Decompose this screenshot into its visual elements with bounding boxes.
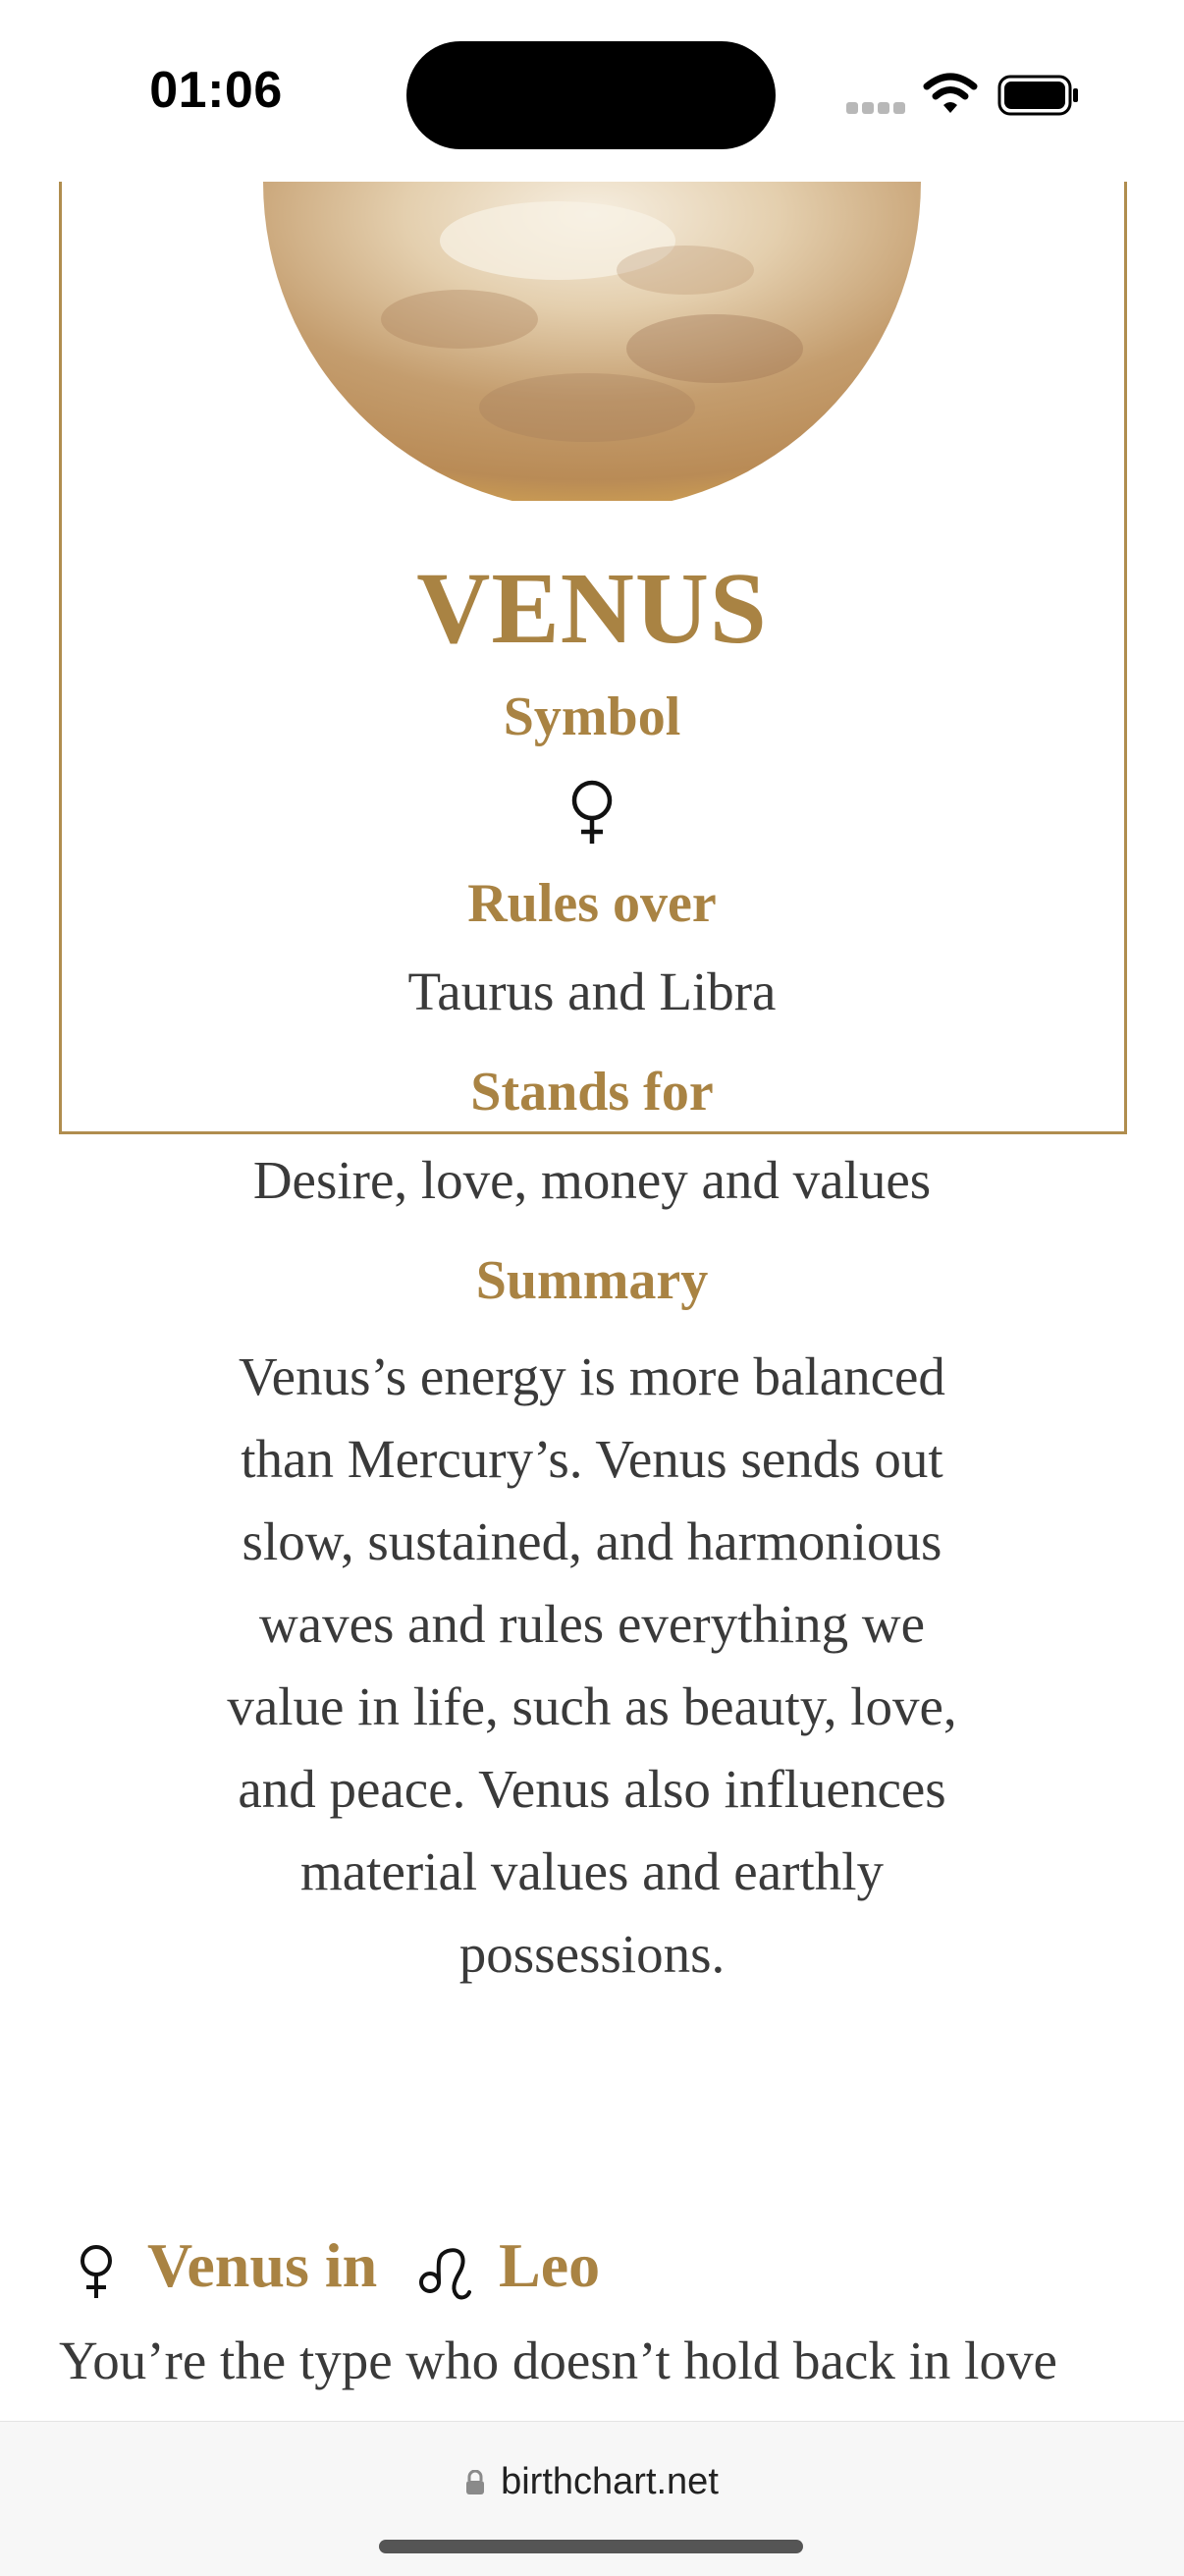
wifi-icon	[923, 73, 978, 116]
planet-title: VENUS	[416, 552, 768, 665]
heading-planet: Venus in	[147, 2230, 378, 2300]
rules-over-value: Taurus and Libra	[407, 961, 777, 1021]
status-bar	[0, 0, 1184, 182]
venus-symbol-icon	[75, 2243, 118, 2302]
venus-planet-image	[263, 182, 921, 501]
status-time: 01:06	[149, 62, 283, 119]
symbol-label: Symbol	[503, 686, 681, 747]
dynamic-island	[406, 41, 776, 149]
venus-in-sign-intro: You’re the type who doesn’t hold back in love	[59, 2330, 1057, 2390]
signal-icon	[846, 102, 907, 116]
url-text: birthchart.net	[501, 2461, 719, 2502]
leo-symbol-icon	[418, 2243, 473, 2302]
home-indicator[interactable]	[379, 2540, 803, 2553]
summary-label: Summary	[475, 1250, 709, 1311]
browser-address-bar[interactable]	[0, 2421, 1184, 2576]
summary-text: Venus’s energy is more balanced than Mercury’s. Venus sends out slow, sustained, and harmonious waves and rules everything we value in life, such as beauty, love, and peace. Venus also influences material values and earthly possessions.	[227, 1346, 957, 1984]
venus-symbol-icon	[563, 779, 621, 848]
venus-in-sign-heading	[59, 2229, 1139, 2318]
lock-icon	[465, 2470, 485, 2495]
rules-over-label: Rules over	[467, 873, 717, 934]
stands-for-value: Desire, love, money and values	[252, 1150, 932, 1210]
heading-sign: Leo	[499, 2230, 601, 2300]
battery-icon	[997, 75, 1080, 116]
url-field[interactable]	[0, 2461, 1184, 2503]
stands-for-label: Stands for	[470, 1062, 714, 1123]
